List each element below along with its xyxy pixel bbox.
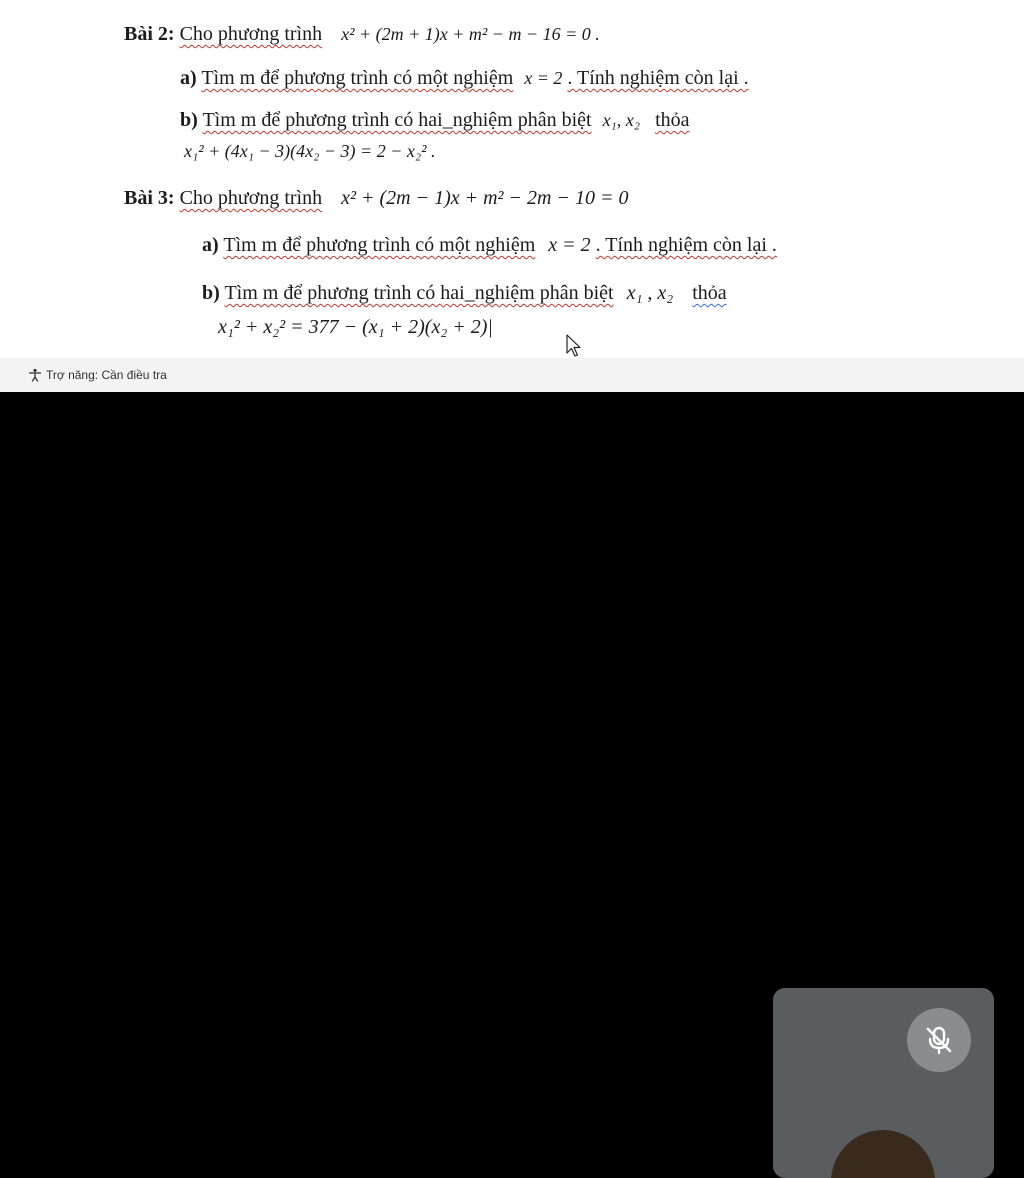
bai2-a-label: a) <box>180 67 197 89</box>
bai3-b-vars: x₁ , x₂ <box>626 282 674 304</box>
bai2-part-a <box>180 68 749 88</box>
bai3-a-text: Tìm m để phương trình có một nghiệm <box>223 234 536 256</box>
bai2-label: Bài 2: <box>124 23 175 45</box>
video-tile[interactable] <box>773 988 994 1178</box>
avatar <box>831 1130 935 1178</box>
bai2-b-label: b) <box>180 109 198 131</box>
bai3-b-tail: thỏa <box>692 282 727 304</box>
bai3-b-text: Tìm m để phương trình có hai_nghiệm phân biệt <box>224 282 614 304</box>
mouse-cursor-icon <box>566 334 584 358</box>
bai2-a-text: Tìm m để phương trình có một nghiệm <box>201 67 514 89</box>
bai2-text: Cho phương trình <box>179 23 323 45</box>
document-page <box>0 0 1024 392</box>
bai2-equation: x² + (2m + 1)x + m² − m − 16 = 0 . <box>341 24 600 44</box>
bai2-b-condition: x₁² + (4x₁ − 3)(4x₂ − 3) = 2 − x₂² . <box>184 141 436 161</box>
bai3-a-eq: x = 2 <box>548 234 591 256</box>
bai3-text: Cho phương trình <box>179 187 323 209</box>
bai2-part-b <box>180 110 690 130</box>
bai3-heading <box>124 188 628 208</box>
bai3-equation: x² + (2m − 1)x + m² − 2m − 10 = 0 <box>341 187 629 209</box>
microphone-off-icon <box>922 1023 956 1057</box>
bai2-a-eq: x = 2 <box>524 68 563 88</box>
accessibility-status[interactable] <box>28 368 167 382</box>
bai2-b-vars: x₁, x₂ <box>602 110 641 130</box>
bai3-a-label: a) <box>202 234 219 256</box>
accessibility-text: Trợ năng: Cần điều tra <box>46 368 167 382</box>
bai3-a-tail: . Tính nghiệm còn lại . <box>595 234 777 256</box>
bai3-label: Bài 3: <box>124 187 175 209</box>
bai2-heading <box>124 24 600 44</box>
bai2-a-tail: . Tính nghiệm còn lại . <box>567 67 749 89</box>
bai3-b-condition: x₁² + x₂² = 377 − (x₁ + 2)(x₂ + 2)| <box>218 316 493 338</box>
bai2-b-tail: thỏa <box>655 109 690 131</box>
status-bar <box>0 358 1024 392</box>
bai3-b-label: b) <box>202 282 220 304</box>
mute-button[interactable] <box>907 1008 971 1072</box>
accessibility-icon <box>28 368 42 382</box>
bai3-part-b <box>202 283 727 303</box>
bai3-part-a <box>202 235 777 255</box>
bai2-b-text: Tìm m để phương trình có hai_nghiệm phân biệt <box>202 109 592 131</box>
